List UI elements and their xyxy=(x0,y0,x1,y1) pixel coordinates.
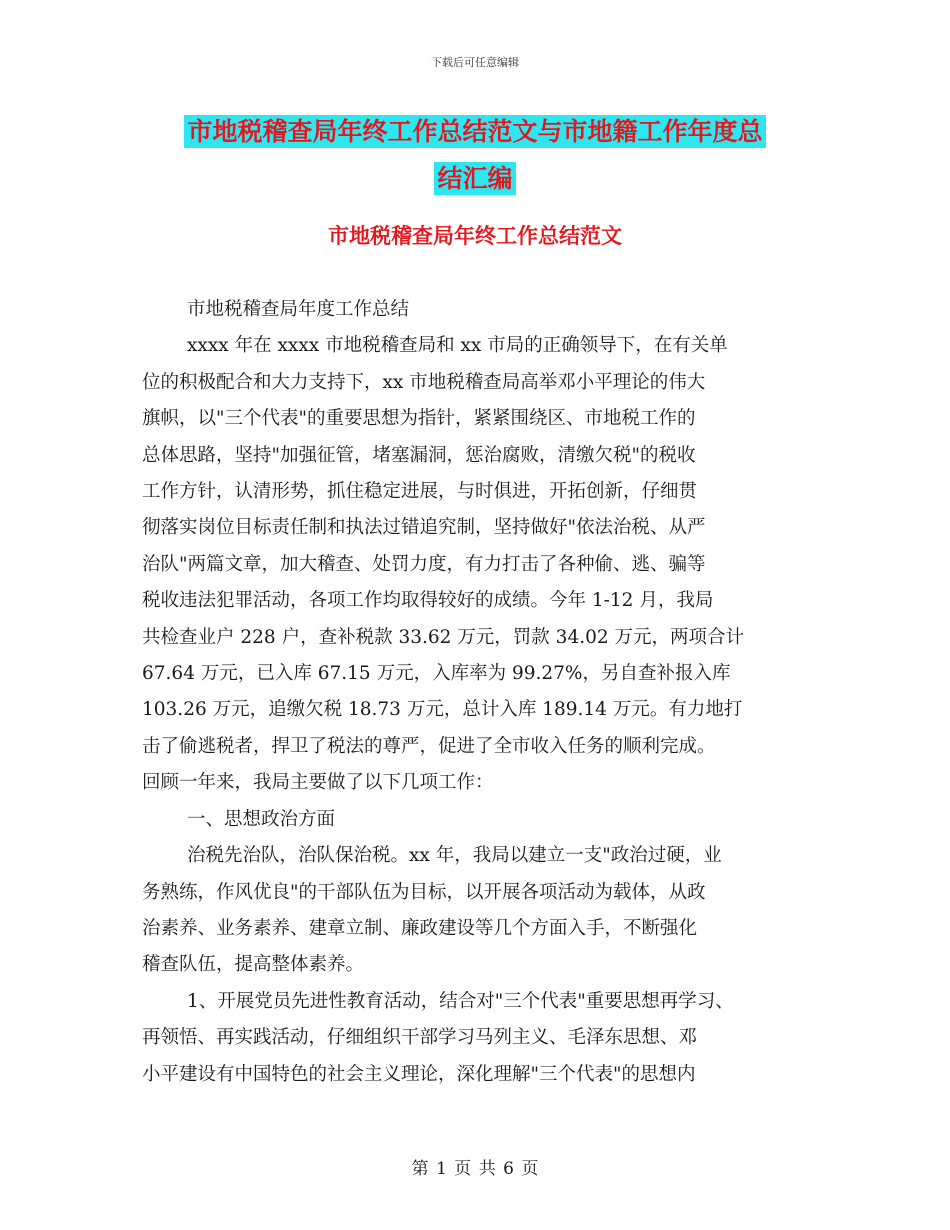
body-line: 击了偷逃税者，捍卫了税法的尊严，促进了全市收入任务的顺利完成。 xyxy=(142,735,716,757)
body-line: 位的积极配合和大力支持下，xx 市地税稽查局高举邓小平理论的伟大 xyxy=(142,371,706,393)
body-line: 再领悟、再实践活动，仔细组织干部学习马列主义、毛泽东思想、邓 xyxy=(142,1027,698,1049)
body-line: 治税先治队，治队保治税。xx 年，我局以建立一支"政治过硬，业 xyxy=(187,845,722,867)
body-line: 治队"两篇文章，加大稽查、处罚力度，有力打击了各种偷、逃、骗等 xyxy=(142,553,706,575)
body-line: 彻落实岗位目标责任制和执法过错追究制，坚持做好"依法治税、从严 xyxy=(142,517,706,539)
body-line: 工作方针，认清形势，抓住稳定进展，与时俱进，开拓创新，仔细贯 xyxy=(142,481,698,503)
body-line: 治素养、业务素养、建章立制、廉政建设等几个方面入手，不断强化 xyxy=(142,917,698,939)
body-line: 旗帜，以"三个代表"的重要思想为指针，紧紧围绕区、市地税工作的 xyxy=(142,408,696,430)
section-title: 市地税稽查局年终工作总结范文 xyxy=(328,224,622,248)
body-line: 总体思路，坚持"加强征管，堵塞漏洞，惩治腐败，清缴欠税"的税收 xyxy=(142,444,696,466)
body-line: 务熟练，作风优良"的干部队伍为目标，以开展各项活动为载体，从政 xyxy=(142,881,706,903)
document-title-line-2: 结汇编 xyxy=(434,162,515,195)
body-line: 市地税稽查局年度工作总结 xyxy=(187,299,410,320)
body-line: 回顾一年来，我局主要做了以下几项工作： xyxy=(142,772,494,794)
body-line: 103.26 万元，追缴欠税 18.73 万元，总计入库 189.14 万元。有力地打 xyxy=(142,699,743,721)
body-line: 税收违法犯罪活动，各项工作均取得较好的成绩。今年 1-12 月，我局 xyxy=(142,590,714,612)
body-line: 共检查业户 228 户，查补税款 33.62 万元，罚款 34.02 万元，两项合计 xyxy=(142,626,745,648)
body-line: 67.64 万元，已入库 67.15 万元，入库率为 99.27%，另自查补报入库 xyxy=(142,663,731,685)
body-line: 小平建设有中国特色的社会主义理论，深化理解"三个代表"的思想内 xyxy=(142,1063,696,1085)
document-body xyxy=(142,292,822,1093)
body-line: 1、开展党员先进性教育活动，结合对"三个代表"重要思想再学习、 xyxy=(187,990,734,1012)
body-line: xxxx 年在 xxxx 市地税稽查局和 xx 市局的正确领导下，在有关单 xyxy=(187,335,728,357)
document-title xyxy=(0,108,950,202)
page-number-footer: 第 1 页 共 6 页 xyxy=(411,1159,539,1179)
body-line: 一、思想政治方面 xyxy=(187,808,336,830)
page-header-note: 下载后可任意编辑 xyxy=(431,56,519,69)
body-line: 稽查队伍，提高整体素养。 xyxy=(142,954,365,976)
document-title-line-1: 市地税稽查局年终工作总结范文与市地籍工作年度总 xyxy=(184,115,765,148)
